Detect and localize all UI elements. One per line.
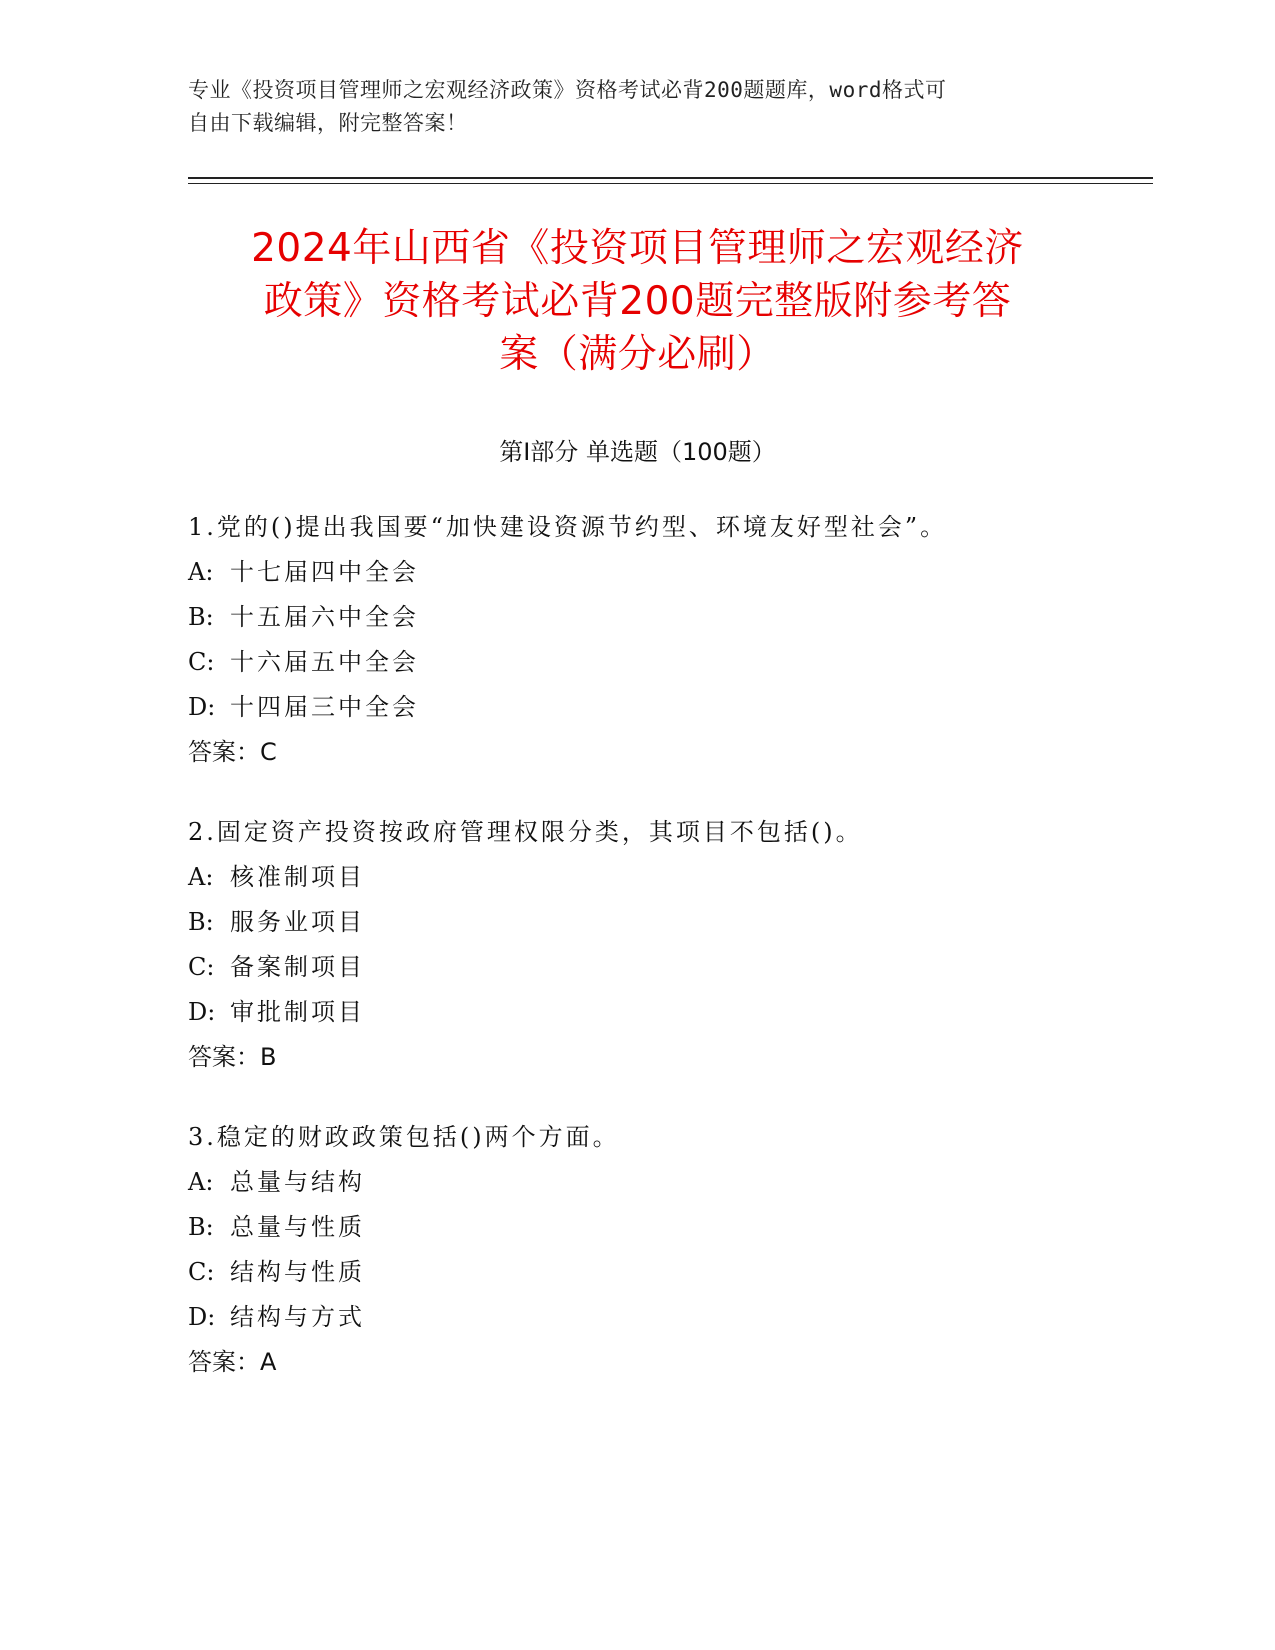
- answer-key: 答案：C: [188, 738, 277, 766]
- option-letter: C:: [188, 1258, 215, 1286]
- title-line: 案（满分必刷）: [499, 332, 776, 377]
- option-letter: C:: [188, 953, 215, 981]
- option-letter: B:: [188, 908, 214, 936]
- question-block: [188, 817, 1148, 1087]
- option-text: 结构与性质: [230, 1258, 365, 1286]
- answer-option: [188, 1302, 1148, 1347]
- answer-key: 答案：A: [188, 1348, 277, 1376]
- option-letter: B:: [188, 603, 214, 631]
- question-stem: 2.固定资产投资按政府管理权限分类，其项目不包括()。: [188, 818, 863, 846]
- answer-option: [188, 647, 1148, 692]
- answer-option: [188, 1167, 1148, 1212]
- option-text: 总量与性质: [230, 1213, 365, 1241]
- question-block: [188, 512, 1148, 782]
- answer-option: [188, 1257, 1148, 1302]
- question-block: [188, 1122, 1148, 1392]
- header-divider-thick: [188, 177, 1153, 179]
- option-text: 十五届六中全会: [230, 603, 419, 631]
- answer-option: [188, 952, 1148, 997]
- header-note-line: 自由下载编辑，附完整答案！: [188, 111, 468, 135]
- answer-option: [188, 602, 1148, 647]
- option-text: 总量与结构: [230, 1168, 365, 1196]
- option-letter: D:: [188, 1303, 216, 1331]
- option-letter: D:: [188, 998, 216, 1026]
- option-letter: A:: [188, 863, 214, 891]
- option-letter: A:: [188, 558, 214, 586]
- answer-option: [188, 907, 1148, 952]
- section-title: 第I部分 单选题（100题）: [499, 438, 776, 466]
- question-stem: 1.党的()提出我国要“加快建设资源节约型、环境友好型社会”。: [188, 513, 948, 541]
- option-text: 审批制项目: [230, 998, 365, 1026]
- option-text: 十七届四中全会: [230, 558, 419, 586]
- answer-option: [188, 557, 1148, 602]
- option-letter: B:: [188, 1213, 214, 1241]
- title-line: 政策》资格考试必背200题完整版附参考答: [263, 279, 1012, 324]
- option-text: 备案制项目: [230, 953, 365, 981]
- answer-option: [188, 1212, 1148, 1257]
- header-divider-thin: [188, 183, 1153, 184]
- option-text: 核准制项目: [230, 863, 365, 891]
- header-note-line: 专业《投资项目管理师之宏观经济政策》资格考试必背200题题库，word格式可: [188, 78, 947, 102]
- answer-key: 答案：B: [188, 1043, 277, 1071]
- option-text: 十六届五中全会: [230, 648, 419, 676]
- option-letter: C:: [188, 648, 215, 676]
- option-text: 服务业项目: [230, 908, 365, 936]
- option-letter: D:: [188, 693, 216, 721]
- title-line: 2024年山西省《投资项目管理师之宏观经济: [251, 226, 1024, 271]
- header-note: [188, 74, 1068, 140]
- option-text: 十四届三中全会: [230, 693, 419, 721]
- answer-option: [188, 862, 1148, 907]
- answer-option: [188, 997, 1148, 1042]
- answer-option: [188, 692, 1148, 737]
- option-letter: A:: [188, 1168, 214, 1196]
- question-stem: 3.稳定的财政政策包括()两个方面。: [188, 1123, 620, 1151]
- document-title: [150, 222, 1125, 381]
- option-text: 结构与方式: [230, 1303, 365, 1331]
